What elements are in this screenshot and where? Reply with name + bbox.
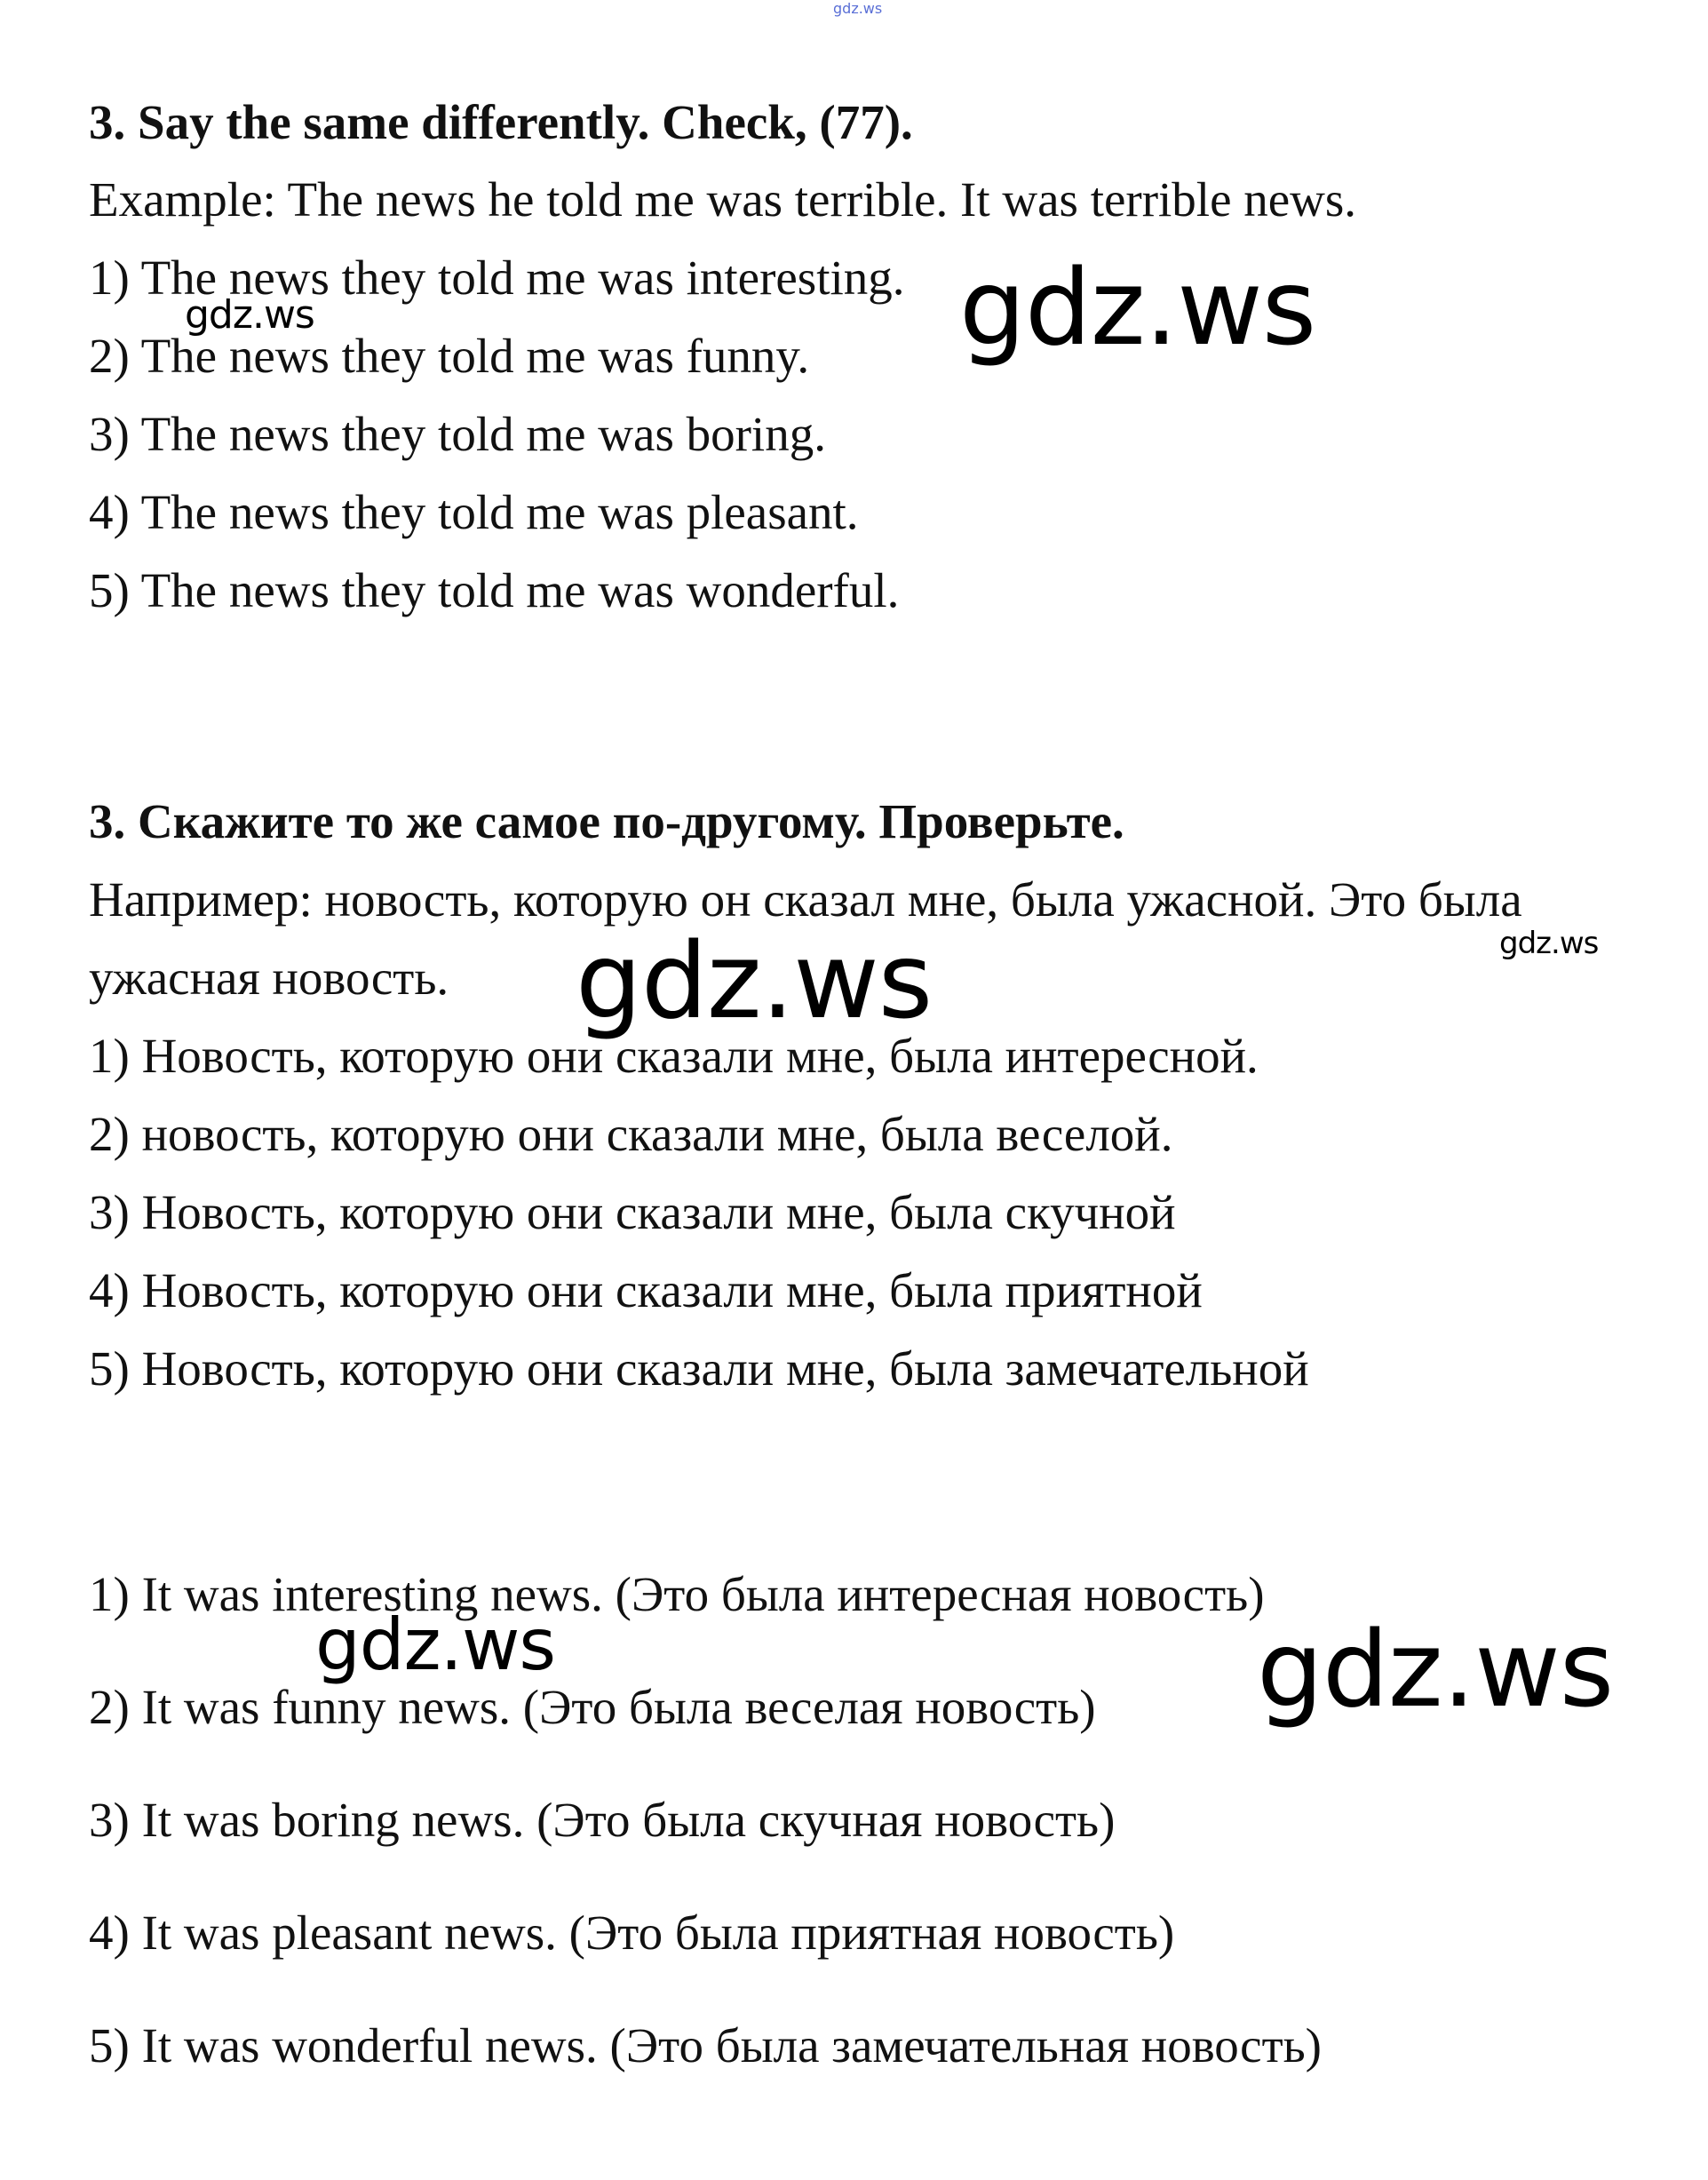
watermark-small-2: gdz.ws xyxy=(1499,926,1599,961)
answer-item-4: 4) It was pleasant news. (Это была приятная новость) xyxy=(89,1906,1175,1960)
list-item-ru-4: 4) Новость, которую они сказали мне, была приятной xyxy=(89,1263,1203,1317)
watermark-small-1: gdz.ws xyxy=(185,292,314,338)
section-title-en: 3. Say the same differently. Check, (77). xyxy=(89,95,913,149)
watermark-medium-1: gdz.ws xyxy=(315,1603,556,1686)
watermark-top: gdz.ws xyxy=(833,0,883,17)
list-item-ru-1: 1) Новость, которую они сказали мне, была интересной. xyxy=(89,1029,1259,1083)
list-item-en-4: 4) The news they told me was pleasant. xyxy=(89,485,859,539)
example-ru-line1: Например: новость, которую он сказал мне, была ужасной. Это была xyxy=(89,872,1522,927)
list-item-ru-5: 5) Новость, которую они сказали мне, была замечательной xyxy=(89,1341,1309,1396)
list-item-en-3: 3) The news they told me was boring. xyxy=(89,407,826,461)
example-ru-line2: ужасная новость. xyxy=(89,951,449,1005)
list-item-ru-2: 2) новость, которую они сказали мне, была веселой. xyxy=(89,1107,1173,1161)
section-title-ru: 3. Скажите то же самое по-другому. Проверьте. xyxy=(89,794,1124,848)
list-item-en-2: 2) The news they told me was funny. xyxy=(89,329,810,383)
answer-item-5: 5) It was wonderful news. (Это была замечательная новость) xyxy=(89,2018,1322,2073)
list-item-en-5: 5) The news they told me was wonderful. xyxy=(89,563,900,617)
answer-item-1: 1) It was interesting news. (Это была интересная новость) xyxy=(89,1567,1265,1621)
example-en: Example: The news he told me was terrible. It was terrible news. xyxy=(89,172,1357,227)
watermark-large-1: gdz.ws xyxy=(959,246,1316,369)
watermark-large-2: gdz.ws xyxy=(576,919,933,1042)
answer-item-2: 2) It was funny news. (Это была веселая новость) xyxy=(89,1680,1096,1734)
list-item-en-1: 1) The news they told me was interesting. xyxy=(89,251,905,305)
watermark-large-3: gdz.ws xyxy=(1257,1608,1614,1730)
list-item-ru-3: 3) Новость, которую они сказали мне, была скучной xyxy=(89,1185,1176,1239)
answer-item-3: 3) It was boring news. (Это была скучная новость) xyxy=(89,1793,1116,1847)
